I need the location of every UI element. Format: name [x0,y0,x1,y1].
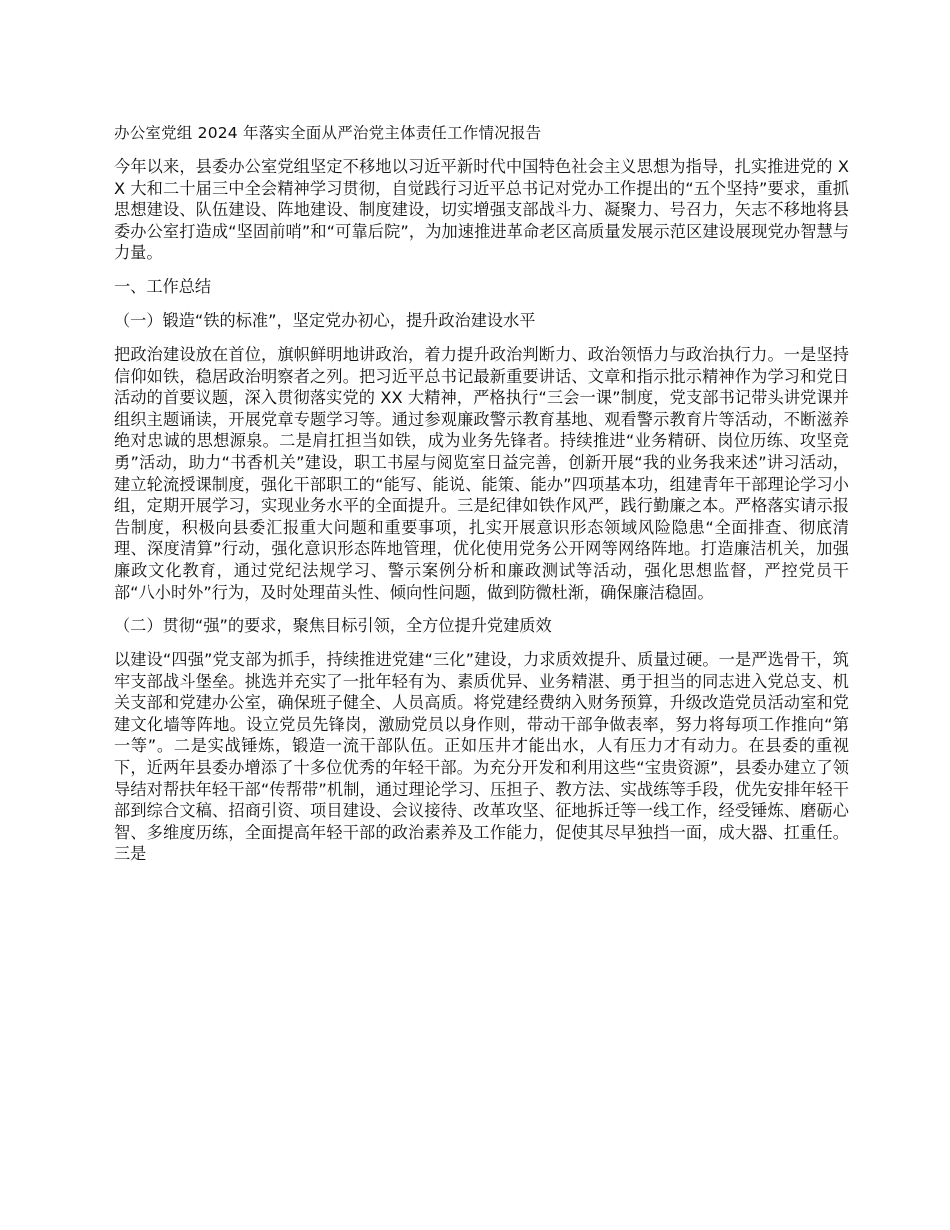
document-title: 办公室党组 2024 年落实全面从严治党主体责任工作情况报告 [114,124,542,142]
subsection-heading-political-building: （一）锻造“铁的标准”，坚定党办初心，提升政治建设水平 [114,310,536,330]
subsection-body-party-building-quality: 以建设“四强”党支部为抓手，持续推进党建“三化”建设，力求质效提升、质量过硬。一是严选骨干，筑牢支部战斗堡垒。挑选并充实了一批年轻有为、素质优异、业务精湛、勇于担当的同志进入党总支、机关支部和党建办公室，确保班子健全、人员高质。将党建经费纳入财务预算，升级改造党员活动室和党建文化墙等阵地。设立党员先锋岗，激励党员以身作则，带动干部争做表率，努力将每项工作推向“第一等”。二是实战锤炼，锻造一流干部队伍。正如压井才能出水，人有压力才有动力。在县委的重视下，近两年县委办增添了十多位优秀的年轻干部。为充分开发和利用这些“宝贵资源”，县委办建立了领导结对帮扶年轻干部“传帮带”机制，通过理论学习、压担子、教方法、实战练等手段，优先安排年轻干部到综合文稿、招商引资、项目建设、会议接待、改革攻坚、征地拆迁等一线工作，经受锤炼、磨砺心智、多维度历练，全面提高年轻干部的政治素养及工作能力，促使其尽早独挡一面，成大器、扛重任。三是 [114,650,849,864]
subsection-heading-party-building-quality: （二）贯彻“强”的要求，聚焦目标引领，全方位提升党建质效 [114,616,552,636]
section-heading-work-summary: 一、工作总结 [114,276,212,296]
subsection-body-political-building: 把政治建设放在首位，旗帜鲜明地讲政治，着力提升政治判断力、政治领悟力与政治执行力。一是坚持信仰如铁，稳居政治明察者之列。把习近平总书记最新重要讲话、文章和指示批示精神作为学习和党日活动的首要议题，深入贯彻落实党的 XX 大精神，严格执行“三会一课”制度，党支部书记带头讲党课并组织主题诵读，开展党章专题学习等。通过参观廉政警示教育基地、观看警示教育片等活动，不断滋养绝对忠诚的思想源泉。二是肩扛担当如铁，成为业务先锋者。持续推进“业务精研、岗位历练、攻坚竞勇”活动，助力“书香机关”建设，职工书屋与阅览室日益完善，创新开展“我的业务我来述”讲习活动，建立轮流授课制度，强化干部职工的“能写、能说、能策、能办”四项基本功，组建青年干部理论学习小组，定期开展学习，实现业务水平的全面提升。三是纪律如铁作风严，践行勤廉之本。严格落实请示报告制度，积极向县委汇报重大问题和重要事项，扎实开展意识形态领域风险隐患“全面排查、彻底清理、深度清算”行动，强化意识形态阵地管理，优化使用党务公开网等网络阵地。打造廉洁机关，加强廉政文化教育，通过党纪法规学习、警示案例分析和廉政测试等活动，强化思想监督，严控党员干部“八小时外”行为，及时处理苗头性、倾向性问题，做到防微杜渐，确保廉洁稳固。 [114,344,849,602]
document-page [114,122,849,877]
intro-paragraph: 今年以来，县委办公室党组坚定不移地以习近平新时代中国特色社会主义思想为指导，扎实推进党的 XX 大和二十届三中全会精神学习贯彻，自觉践行习近平总书记对党办工作提出的“五个坚持”要求，重抓思想建设、队伍建设、阵地建设、制度建设，切实增强支部战斗力、凝聚力、号召力，矢志不移地将县委办公室打造成“坚固前哨”和“可靠后院”，为加速推进革命老区高质量发展示范区建设展现党办智慧与力量。 [114,157,849,263]
